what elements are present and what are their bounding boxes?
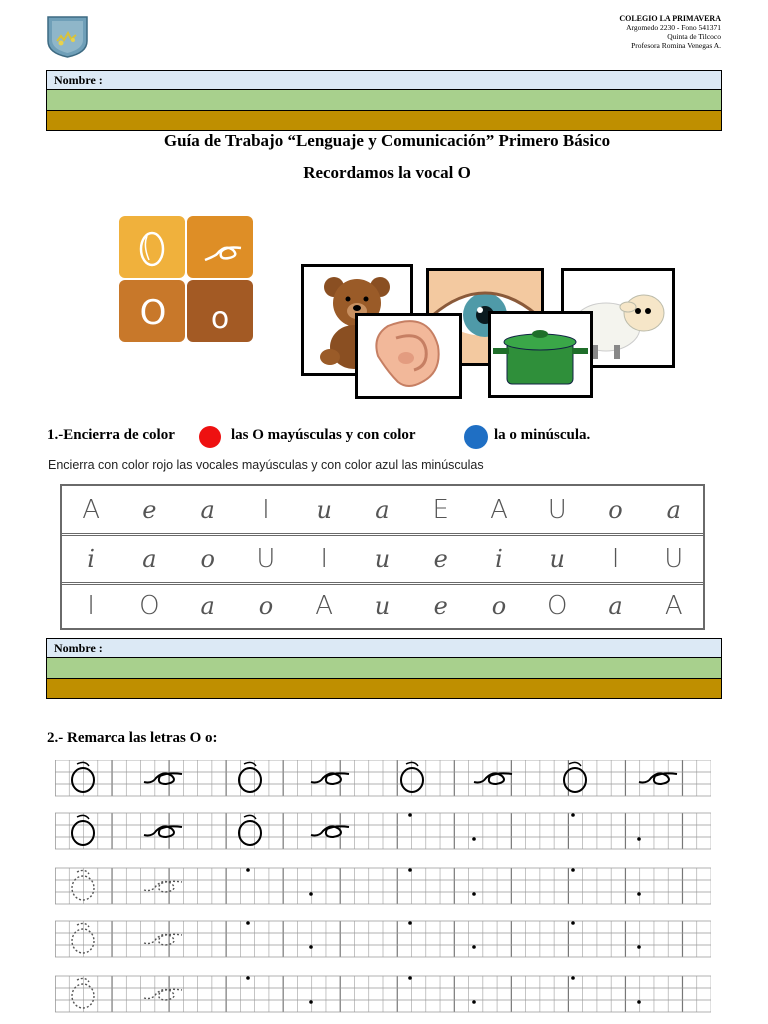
name-table-2	[46, 638, 722, 699]
cursive-o-top-stroke	[244, 815, 256, 819]
name-table-green-row	[47, 658, 721, 679]
letters-row-2	[62, 535, 703, 583]
cursive-uppercase-o-stroke	[72, 768, 94, 792]
letter-cell[interactable]: A	[664, 591, 683, 621]
name-table-gold-row	[47, 679, 721, 698]
letter-cell[interactable]: u	[374, 545, 391, 573]
start-dot-icon	[472, 945, 476, 949]
letter-cell[interactable]: o	[608, 496, 623, 524]
cursive-uppercase-o-stroke	[239, 768, 261, 792]
start-dot-icon	[571, 813, 575, 817]
tracing-row[interactable]	[55, 921, 711, 957]
teacher-name: Profesora Romina Venegas A.	[631, 41, 721, 50]
vowel-uppercase-print: O	[139, 293, 167, 333]
school-city: Quinta de Tilcoco	[667, 32, 721, 41]
cursive-o-top-stroke	[244, 762, 256, 766]
vowel-o-card	[119, 216, 253, 342]
letter-cell[interactable]: U	[256, 544, 276, 574]
cursive-lowercase-o-stroke	[144, 773, 182, 784]
vowel-lowercase-print: o	[210, 301, 230, 336]
start-dot-icon	[472, 837, 476, 841]
school-address: Argomedo 2230 - Fono 541371	[626, 23, 721, 32]
cursive-o-top-stroke	[77, 762, 89, 766]
letter-cell[interactable]: a	[666, 496, 681, 524]
letter-cell[interactable]: a	[142, 545, 157, 573]
letter-cell[interactable]: u	[374, 592, 391, 620]
name-table-green-row	[47, 90, 721, 111]
letter-cell[interactable]: i	[87, 545, 95, 573]
letter-cell[interactable]: E	[432, 495, 449, 525]
start-dot-icon	[246, 976, 250, 980]
page-subtitle: Recordamos la vocal O	[303, 163, 471, 182]
name-table-1	[46, 70, 722, 131]
letter-cell[interactable]: A	[490, 495, 508, 525]
letter-cell[interactable]: a	[375, 496, 390, 524]
school-name: COLEGIO LA PRIMAVERA	[619, 14, 721, 23]
ear-picture	[355, 313, 462, 399]
red-dot-icon	[199, 426, 221, 448]
letters-table	[60, 484, 705, 630]
cursive-o-top-stroke	[77, 923, 89, 927]
start-dot-icon	[571, 921, 575, 925]
letter-cell[interactable]: o	[491, 592, 507, 620]
cursive-o-top-stroke	[569, 762, 581, 766]
cursive-lowercase-o-stroke	[144, 826, 182, 837]
cursive-lowercase-o-stroke	[639, 773, 677, 784]
exercise-1-title-b: las O mayúsculas y con color	[231, 427, 416, 443]
cursive-uppercase-o-stroke	[401, 768, 423, 792]
start-dot-icon	[571, 868, 575, 872]
cursive-uppercase-o-stroke	[239, 821, 261, 845]
name-field-1[interactable]	[47, 71, 721, 90]
letter-cell[interactable]: I	[320, 544, 329, 574]
start-dot-icon	[637, 1000, 641, 1004]
school-crest-logo	[46, 15, 89, 58]
cursive-uppercase-o-stroke	[72, 984, 94, 1008]
cursive-o-top-stroke	[406, 762, 418, 766]
start-dot-icon	[571, 976, 575, 980]
letter-cell[interactable]: U	[664, 544, 684, 574]
blue-dot-icon	[464, 425, 488, 449]
letter-cell[interactable]: a	[200, 496, 215, 524]
tracing-grid[interactable]	[55, 760, 711, 1016]
tracing-row[interactable]	[55, 760, 711, 796]
start-dot-icon	[309, 1000, 313, 1004]
cursive-lowercase-o-stroke	[144, 934, 182, 945]
cursive-o-top-stroke	[77, 815, 89, 819]
start-dot-icon	[408, 921, 412, 925]
letter-cell[interactable]: O	[139, 591, 160, 621]
letter-cell[interactable]: o	[258, 592, 274, 620]
letter-cell[interactable]: O	[547, 591, 568, 621]
cursive-lowercase-o-stroke	[144, 989, 182, 1000]
start-dot-icon	[408, 813, 412, 817]
cursive-uppercase-o-stroke	[72, 929, 94, 953]
letter-cell[interactable]: I	[611, 544, 620, 574]
start-dot-icon	[309, 945, 313, 949]
start-dot-icon	[637, 892, 641, 896]
letter-cell[interactable]: u	[316, 496, 332, 524]
letter-cell[interactable]: e	[433, 592, 448, 620]
letter-cell[interactable]: o	[200, 545, 215, 573]
tracing-row[interactable]	[55, 868, 711, 904]
letter-cell[interactable]: a	[200, 592, 215, 620]
page-title: Guía de Trabajo “Lenguaje y Comunicación” Primero Básico	[163, 131, 611, 150]
exercise-1-title-a: 1.-Encierra de color	[47, 427, 175, 443]
letter-cell[interactable]: i	[495, 545, 503, 573]
start-dot-icon	[246, 868, 250, 872]
school-info	[619, 14, 721, 50]
exercise-1-instruction: Encierra con color rojo las vocales mayúsculas y con color azul las minúsculas	[48, 458, 484, 472]
letter-cell[interactable]: e	[433, 545, 448, 573]
start-dot-icon	[408, 868, 412, 872]
letter-cell[interactable]: e	[142, 496, 157, 524]
letter-cell[interactable]: I	[87, 591, 95, 621]
start-dot-icon	[472, 1000, 476, 1004]
exercise-2-title: 2.- Remarca las letras O o:	[47, 730, 218, 746]
letters-row-3	[62, 582, 703, 630]
name-field-2[interactable]	[47, 639, 721, 658]
start-dot-icon	[637, 837, 641, 841]
letters-row-1	[62, 486, 703, 534]
letter-cell[interactable]: a	[608, 592, 623, 620]
cursive-lowercase-o-stroke	[474, 773, 512, 784]
name-label: Nombre :	[54, 73, 103, 87]
start-dot-icon	[637, 945, 641, 949]
cursive-o-top-stroke	[77, 870, 89, 874]
start-dot-icon	[309, 892, 313, 896]
letter-cell[interactable]: A	[315, 591, 334, 621]
letter-cell[interactable]: I	[262, 495, 270, 525]
cursive-o-top-stroke	[77, 978, 89, 982]
cursive-lowercase-o-stroke	[311, 773, 349, 784]
name-table-gold-row	[47, 111, 721, 130]
cursive-uppercase-o-stroke	[72, 876, 94, 900]
pot-picture	[488, 311, 593, 398]
name-label: Nombre :	[54, 641, 103, 655]
start-dot-icon	[246, 921, 250, 925]
tracing-row[interactable]	[55, 976, 711, 1012]
start-dot-icon	[472, 892, 476, 896]
cursive-lowercase-o-stroke	[311, 826, 349, 837]
exercise-1-title-c: la o minúscula.	[494, 427, 591, 443]
letter-cell[interactable]: u	[549, 545, 565, 573]
cursive-lowercase-o-stroke	[144, 881, 182, 892]
letter-cell[interactable]: A	[82, 495, 101, 525]
cursive-uppercase-o-stroke	[72, 821, 94, 845]
tracing-row[interactable]	[55, 813, 711, 849]
start-dot-icon	[408, 976, 412, 980]
letter-cell[interactable]: U	[547, 495, 567, 525]
